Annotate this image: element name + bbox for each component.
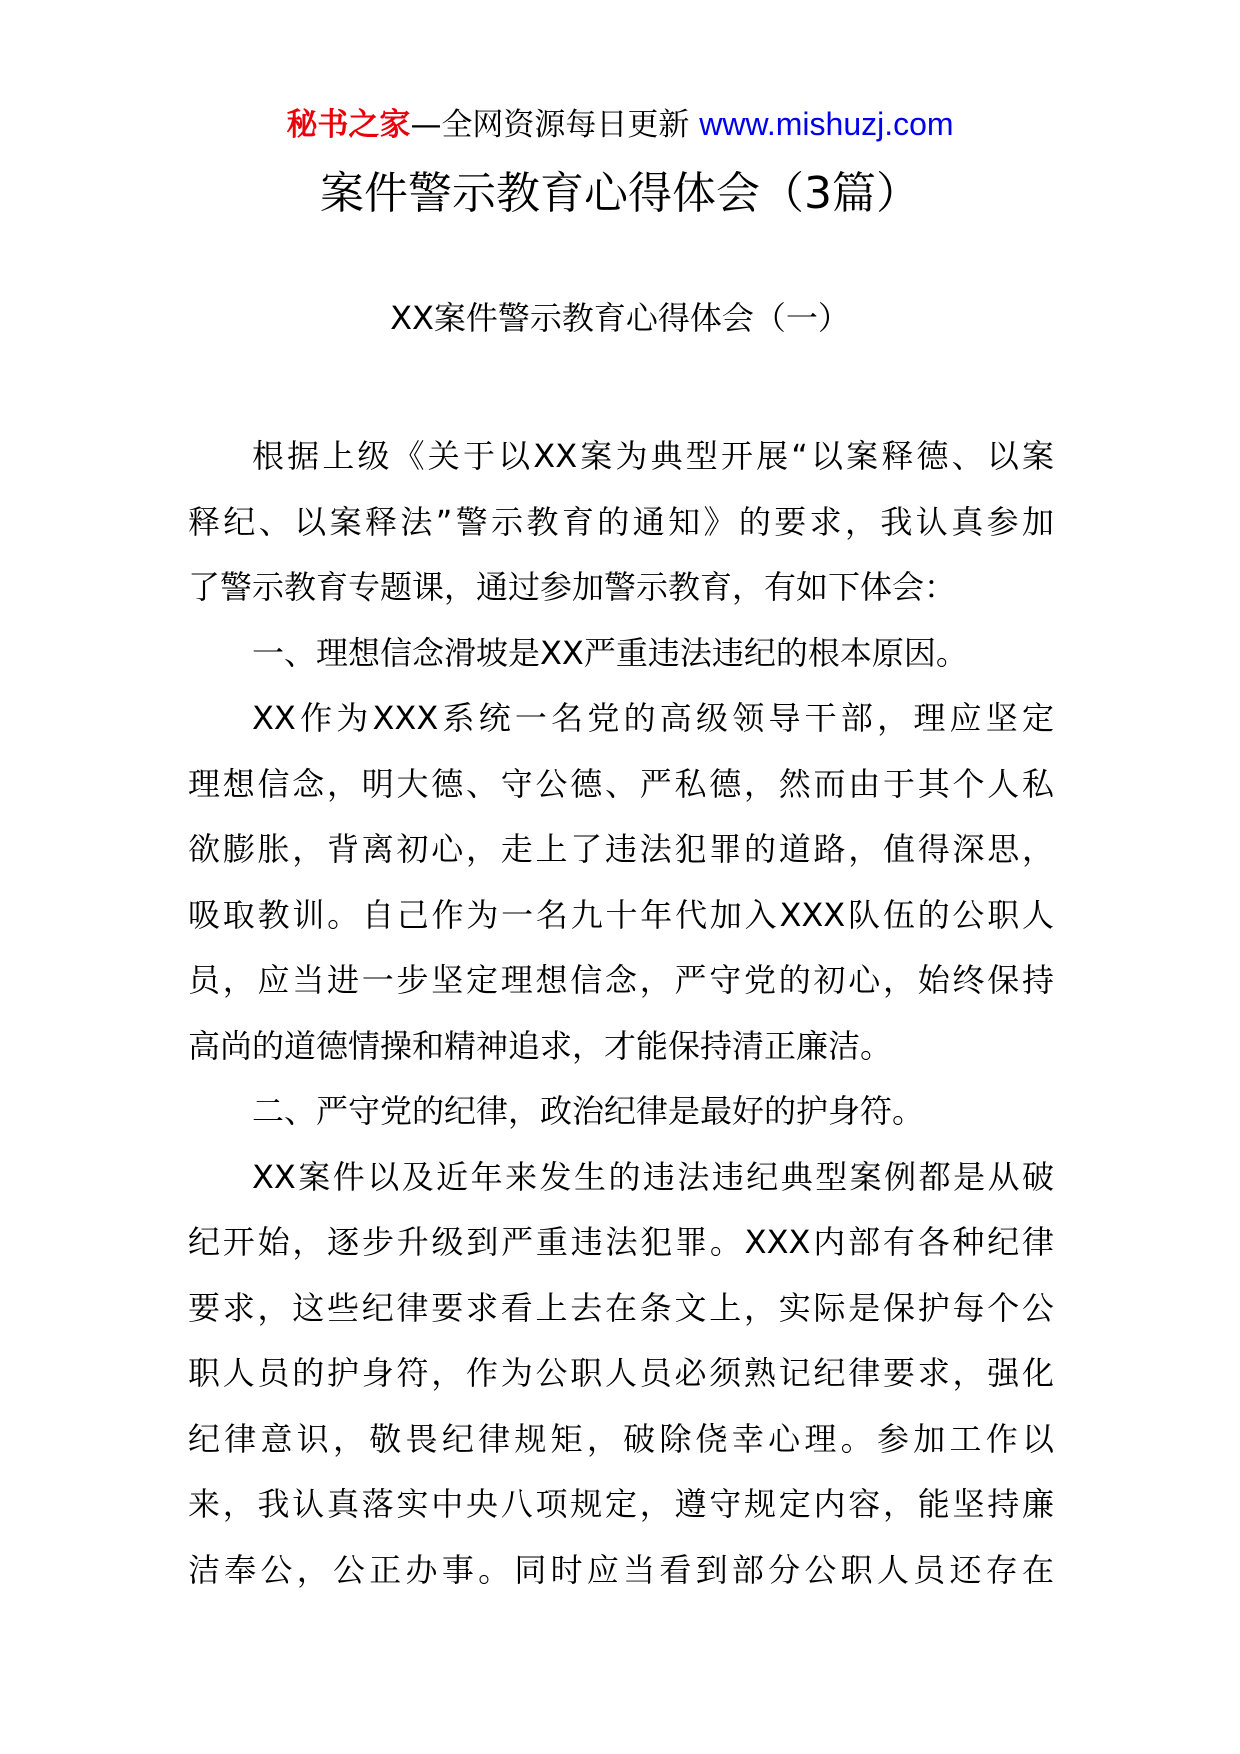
heading-line: 一、理想信念滑坡是XX严重违法违纪的根本原因。 <box>252 633 968 672</box>
site-url-link[interactable]: www.mishuzj.com <box>699 106 954 142</box>
paragraph-line: 欲膨胀，背离初心，走上了违法犯罪的道路，值得深思， <box>188 830 1054 868</box>
paragraph-line: 洁奉公，公正办事。同时应当看到部分公职人员还存在 <box>188 1550 1054 1589</box>
section-title: XX案件警示教育心得体会（一） <box>390 299 850 337</box>
body-text <box>188 424 1054 1603</box>
paragraph-line: 了警示教育专题课，通过参加警示教育，有如下体会： <box>188 568 957 606</box>
paragraph-line: 纪律意识，敬畏纪律规矩，破除侥幸心理。参加工作以 <box>188 1419 1054 1458</box>
heading-line: 二、严守党的纪律，政治纪律是最好的护身符。 <box>252 1092 925 1130</box>
paragraph-line: 理想信念，明大德、守公德、严私德，然而由于其个人私 <box>188 764 1054 803</box>
document-title: 案件警示教育心得体会（3篇） <box>320 168 920 219</box>
paragraph-line: 根据上级《关于以XX案为典型开展“以案释德、以案 <box>252 437 1054 475</box>
site-header <box>0 102 1240 147</box>
brand-name: 秘书之家 <box>286 107 411 143</box>
paragraph-line: 高尚的道德情操和精神追求，才能保持清正廉洁。 <box>188 1026 893 1065</box>
paragraph-line: 释纪、以案释法”警示教育的通知》的要求，我认真参加 <box>188 502 1054 541</box>
paragraph-line: 吸取教训。自己作为一名九十年代加入XXX队伍的公职人 <box>188 895 1054 934</box>
paragraph-line: 职人员的护身符，作为公职人员必须熟记纪律要求，强化 <box>188 1354 1054 1392</box>
paragraph-line: 要求，这些纪律要求看上去在条文上，实际是保护每个公 <box>188 1288 1054 1327</box>
paragraph-line: 纪开始，逐步升级到严重违法犯罪。XXX内部有各种纪律 <box>188 1223 1054 1261</box>
paragraph-line: 来，我认真落实中央八项规定，遵守规定内容，能坚持廉 <box>188 1485 1054 1523</box>
paragraph-line: XX作为XXX系统一名党的高级领导干部，理应坚定 <box>252 699 1054 737</box>
site-tagline: —全网资源每日更新 <box>410 107 690 143</box>
paragraph-line: XX案件以及近年来发生的违法违纪典型案例都是从破 <box>252 1157 1054 1196</box>
paragraph-line: 员，应当进一步坚定理想信念，严守党的初心，始终保持 <box>188 961 1054 999</box>
